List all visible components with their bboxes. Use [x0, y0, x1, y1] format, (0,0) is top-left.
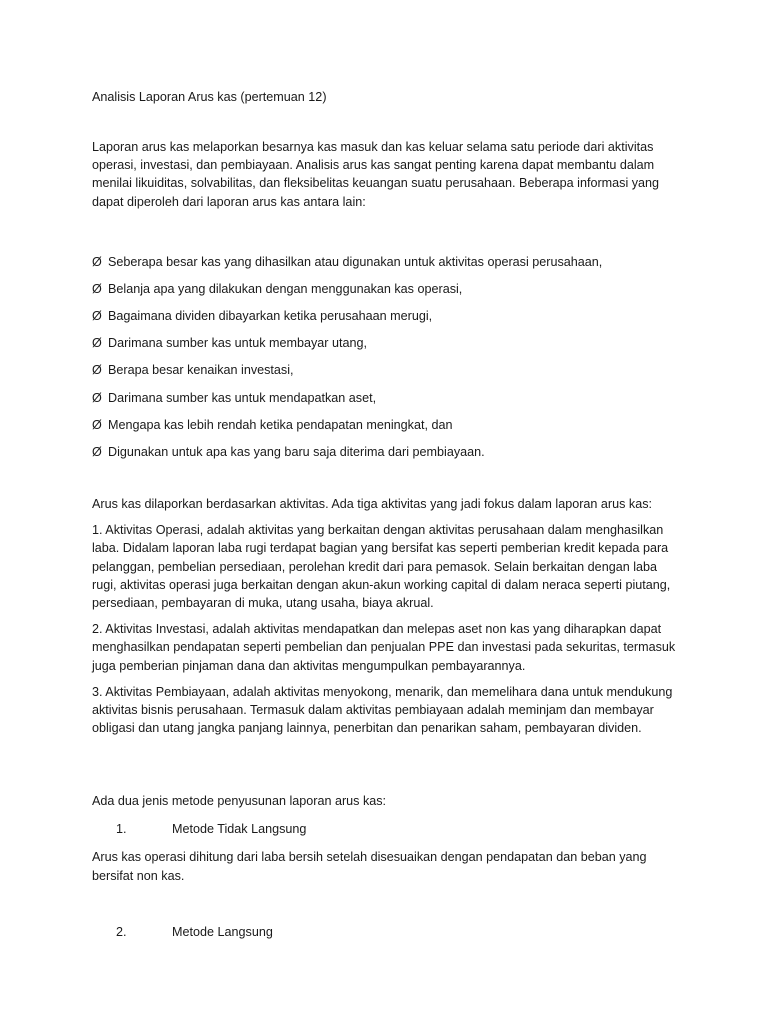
methods-section: [92, 792, 676, 941]
list-item: Ø Darimana sumber kas untuk mendapatkan aset,: [92, 390, 377, 405]
list-item: Ø Digunakan untuk apa kas yang baru saja diterima dari pembiayaan.: [92, 444, 485, 459]
bullet-marker-icon: Ø: [92, 336, 102, 351]
method-description: Arus kas operasi dihitung dari laba bersih setelah disesuaikan dengan pendapatan dan beban yang bersifat non kas.: [92, 850, 647, 883]
activities-intro: Arus kas dilaporkan berdasarkan aktivitas. Ada tiga aktivitas yang jadi fokus dalam laporan arus kas:: [92, 497, 653, 511]
list-item: Ø Darimana sumber kas untuk membayar utang,: [92, 336, 367, 351]
activity-investasi: 2. Aktivitas Investasi, adalah aktivitas mendapatkan dan melepas aset non kas yang diharapkan dapat menghasilkan pendapatan seperti pembelian dan penjualan PPE dan investasi pada sekuritas, termasuk juga pemberian pinjaman dana dan aktivitas mengumpulkan pembayarannya.: [92, 622, 676, 673]
list-item: Ø Mengapa kas lebih rendah ketika pendapatan meningkat, dan: [92, 417, 453, 432]
method-number: 1.: [116, 822, 127, 837]
activity-operasi: 1. Aktivitas Operasi, adalah aktivitas yang berkaitan dengan aktivitas perusahaan dalam menghasilkan laba. Didalam laporan laba rugi terdapat bagian yang bersifat kas seperti pemberian kredit kepada para pelanggan, pembelian persediaan, perolehan kredit dari para pemasok. Selain berkaitan dengan laba rugi, aktivitas operasi juga berkaitan dengan akun-akun working capital di dalam neraca seperti piutang, persediaan, pembayaran di muka, utang usaha, biaya akrual.: [92, 523, 671, 611]
method-label: Metode Langsung: [172, 924, 273, 939]
bullet-marker-icon: Ø: [92, 390, 102, 405]
method-number: 2.: [116, 924, 127, 939]
info-bullet-list: [92, 248, 676, 466]
activity-pembiayaan: 3. Aktivitas Pembiayaan, adalah aktivitas menyokong, menarik, dan memelihara dana untuk mendukung aktivitas bisnis perusahaan. Termasuk dalam aktivitas pembiayaan adalah meminjam dan membayar obligasi dan utang jangka panjang lainnya, penerbitan dan penarikan saham, pembayaran dividen.: [92, 684, 673, 736]
list-item: Ø Belanja apa yang dilakukan dengan menggunakan kas operasi,: [92, 281, 463, 296]
method-label: Metode Tidak Langsung: [172, 822, 307, 837]
methods-intro: Ada dua jenis metode penyusunan laporan arus kas:: [92, 794, 387, 808]
list-item: Ø Berapa besar kenaikan investasi,: [92, 363, 294, 378]
list-item: Ø Seberapa besar kas yang dihasilkan atau digunakan untuk aktivitas operasi perusahaan,: [92, 254, 603, 269]
bullet-marker-icon: Ø: [92, 308, 102, 323]
document-title: Analisis Laporan Arus kas (pertemuan 12): [92, 90, 327, 104]
list-item: Ø Bagaimana dividen dibayarkan ketika perusahaan merugi,: [92, 308, 433, 323]
bullet-marker-icon: Ø: [92, 363, 102, 378]
method-item: [92, 820, 676, 838]
activities-section: [92, 495, 676, 745]
intro-paragraph: Laporan arus kas melaporkan besarnya kas masuk dan kas keluar selama satu periode dari aktivitas operasi, investasi, dan pembiayaan. Analisis arus kas sangat penting karena dapat membantu dalam menilai likuiditas, solvabilitas, dan fleksibelitas keuangan suatu perusahaan. Beberapa informasi yang dapat diperoleh dari laporan arus kas antara lain:: [92, 140, 660, 209]
bullet-marker-icon: Ø: [92, 254, 102, 269]
bullet-marker-icon: Ø: [92, 417, 102, 432]
bullet-marker-icon: Ø: [92, 281, 102, 296]
bullet-marker-icon: Ø: [92, 444, 102, 459]
method-item: [92, 923, 676, 941]
